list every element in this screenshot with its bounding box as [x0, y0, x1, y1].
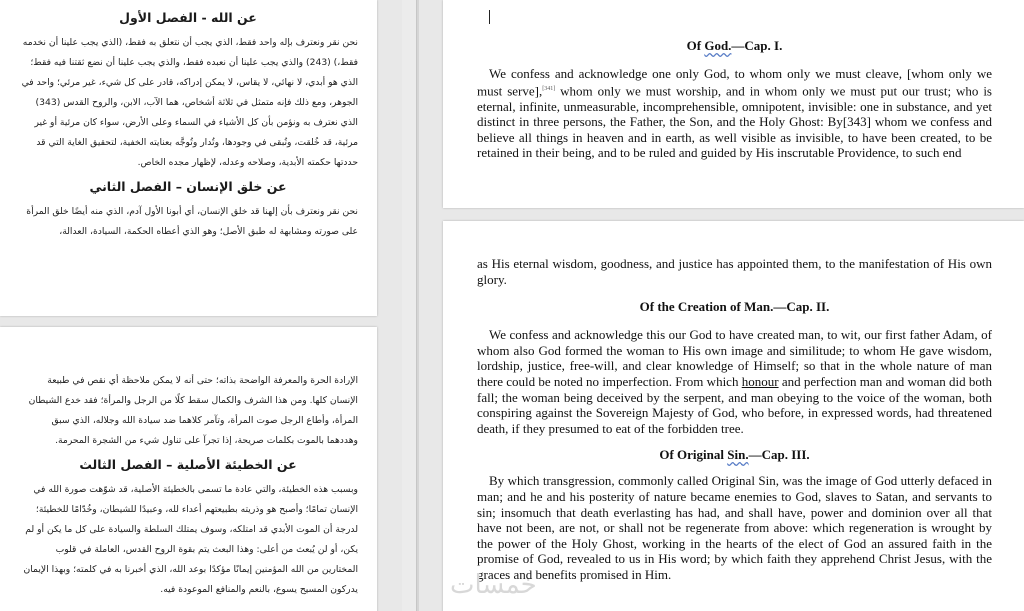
english-page-2	[443, 221, 1024, 611]
watermark-logo: خمسات	[450, 570, 537, 600]
arabic-paragraph-4: وبسبب هذه الخطيئة، والتي عادة ما تسمى بالخطيئة الأصلية، قد شوّهت صورة الله في الإنسان تمامًا؛ وأصبح هو وذريته بطبيعتهم أعداء لله، وعبيدًا للشيطان، وخُدّامًا للخطيئة؛ لدرجة أن الموت الأبدي قد امتلكه، وسوف يمتلك السلطة والسيادة على كل ما يكن أو لم يكن، أو لن يُبعث من أعلى: وهذا البعث يتم بقوة الروح القدس، العاملة في قلوب المختارين من الله المؤمنين إيمانًا مؤكدًا بوعد الله، الذي أخبرنا به في كلمته؛ وبهذا الإيمان يدركون المسيح يسوع، بالنعم والمنافع الموعودة فيه.	[23, 484, 358, 595]
paragraph-text: We confess and acknowledge one only God, to whom only we must cleave, [whom only we must serve],	[477, 66, 992, 98]
arabic-heading-chapter-2: عن خلق الإنسان – الفصل الثاني	[89, 179, 287, 194]
arabic-heading-chapter-1: عن الله - الفصل الأول	[119, 10, 257, 25]
left-document-pane[interactable]	[0, 0, 416, 611]
footnote-marker[interactable]: [341]	[542, 85, 556, 92]
spellcheck-word[interactable]: Sin.	[727, 447, 749, 463]
english-page-1	[443, 0, 1024, 208]
paragraph-text: We confess and acknowledge this our God to have created man, to wit, our first father Adam, of whom also God formed the woman to His own image and similitude; to whom He gave wisdom, lordship, justice, free-will, and clear knowledge of Himself; so that in the whole nature of man there could be noted no imperfection. From which	[477, 327, 992, 389]
arabic-page-1	[0, 0, 377, 316]
english-paragraph-2	[477, 327, 992, 436]
arabic-paragraph-3: الإرادة الحرة والمعرفة الواضحة بذاته؛ حتى أنه لا يمكن ملاحظة أي نقص في طبيعة الإنسان كلها. ومن هذا الشرف والكمال سقط كلًا من الرجل والمرأة؛ فقد خدع الشيطان المرأة، وأطاع الرجل صوت المرأة، وتآمر كلاهما ضد سيادة الله وجلاله، الذي سبق وهددهما بالموت بكلمات صريحة، إذا تجرآ على تناول شيء من الشجرة المحرمة.	[28, 375, 358, 446]
spellcheck-word[interactable]: God.	[704, 38, 732, 53]
english-paragraph-1	[477, 66, 992, 161]
heading-text: —Cap. I.	[731, 38, 783, 53]
arabic-paragraph-1: نحن نقر ونعترف بإله واحد فقط، الذي يجب أن نتعلق به فقط، (الذي يجب علينا أن نخدمه فقط،) (243) والذي يجب علينا أن نعبده فقط، والذي يجب علينا أن نضع ثقتنا فيه فقط؛ الذي هو أبدي، لا نهائي، لا يقاس، لا يمكن إدراكه، قادر على كل شيء، غير مرئي؛ واحد في الجوهر، ومع ذلك فإنه متمثل في ثلاثة أشخاص، هما الآب، الابن، والروح القدس (343) الذي نعترف به ونؤمن بأن كل الأشياء في السماء وعلى الأرض، سواء كان مرئية أو غير مرئية، قد خُلقت، وتُبقى في وجودها، وتُدار وتُوجَّه بعنايته الخفية، لتحقيق الغاية التي قد حددتها حكمته الأبدية، وصلاحه وعدله، لإظهار مجده الخاص.	[21, 37, 358, 168]
right-document-pane[interactable]	[419, 0, 1024, 611]
heading-text: Of Original	[659, 447, 728, 463]
arabic-page-2	[0, 327, 377, 611]
text-cursor	[489, 10, 490, 24]
english-heading-chapter-1	[477, 38, 992, 54]
underlined-word[interactable]: honour	[741, 373, 779, 389]
english-paragraph-3: By which transgression, commonly called Original Sin, was the image of God utterly defaced in man; and he and his posterity of nature became enemies to God, slaves to Satan, and servants to sin; insomuch that death everlasting has had, and shall have, power and dominion over all that have not been, are not, or shall not be regenerate from above: which regeneration is wrought by the power of the Holy Ghost, working in the hearts of the elect of God an assured faith in the promise of God, revealed to us in His word; by which faith they apprehend Christ Jesus, with the graces and benefits promised in Him.	[477, 473, 992, 582]
arabic-paragraph-2: نحن نقر ونعترف بأن إلهنا قد خلق الإنسان، أي أبونا الأول آدم، الذي منه أيضًا خلق المرأة على صورته ومشابهة له طبق الأصل؛ وهو الذي أعطاه الحكمة، السيادة، العدالة،	[26, 206, 358, 237]
heading-text: Of	[686, 38, 705, 53]
english-paragraph-continued: as His eternal wisdom, goodness, and justice has appointed them, to the manifestation of His own glory.	[477, 256, 992, 287]
heading-text: —Cap. III.	[748, 447, 810, 463]
left-pane-scrollbar[interactable]	[402, 0, 416, 611]
arabic-heading-chapter-3: عن الخطيئة الأصلية – الفصل الثالث	[79, 457, 297, 472]
english-heading-chapter-3	[477, 447, 992, 463]
english-heading-chapter-2: Of the Creation of Man.—Cap. II.	[639, 299, 830, 315]
paragraph-text: whom only we must worship, and in whom only we must put our trust; who is eternal, infinite, unmeasurable, incomprehensible, omnipotent, invisible: one in substance, and yet distinct in three persons, the Father, the Son, and the Holy Ghost: By[343] whom we confess and believe all things in heaven and in earth, as well visible as invisible, to have been created, to be retained in their being, and to be ruled and guided by His inscrutable Providence, to such end	[477, 82, 992, 161]
paragraph-text: and perfection man and woman did both fall; the woman being deceived by the serpent, and man obeying to the voice of the woman, both conspiring against the Sovereign Majesty of God, who before, in expressed words, had threatened death, if they presumed to eat of the forbidden tree.	[477, 373, 993, 436]
